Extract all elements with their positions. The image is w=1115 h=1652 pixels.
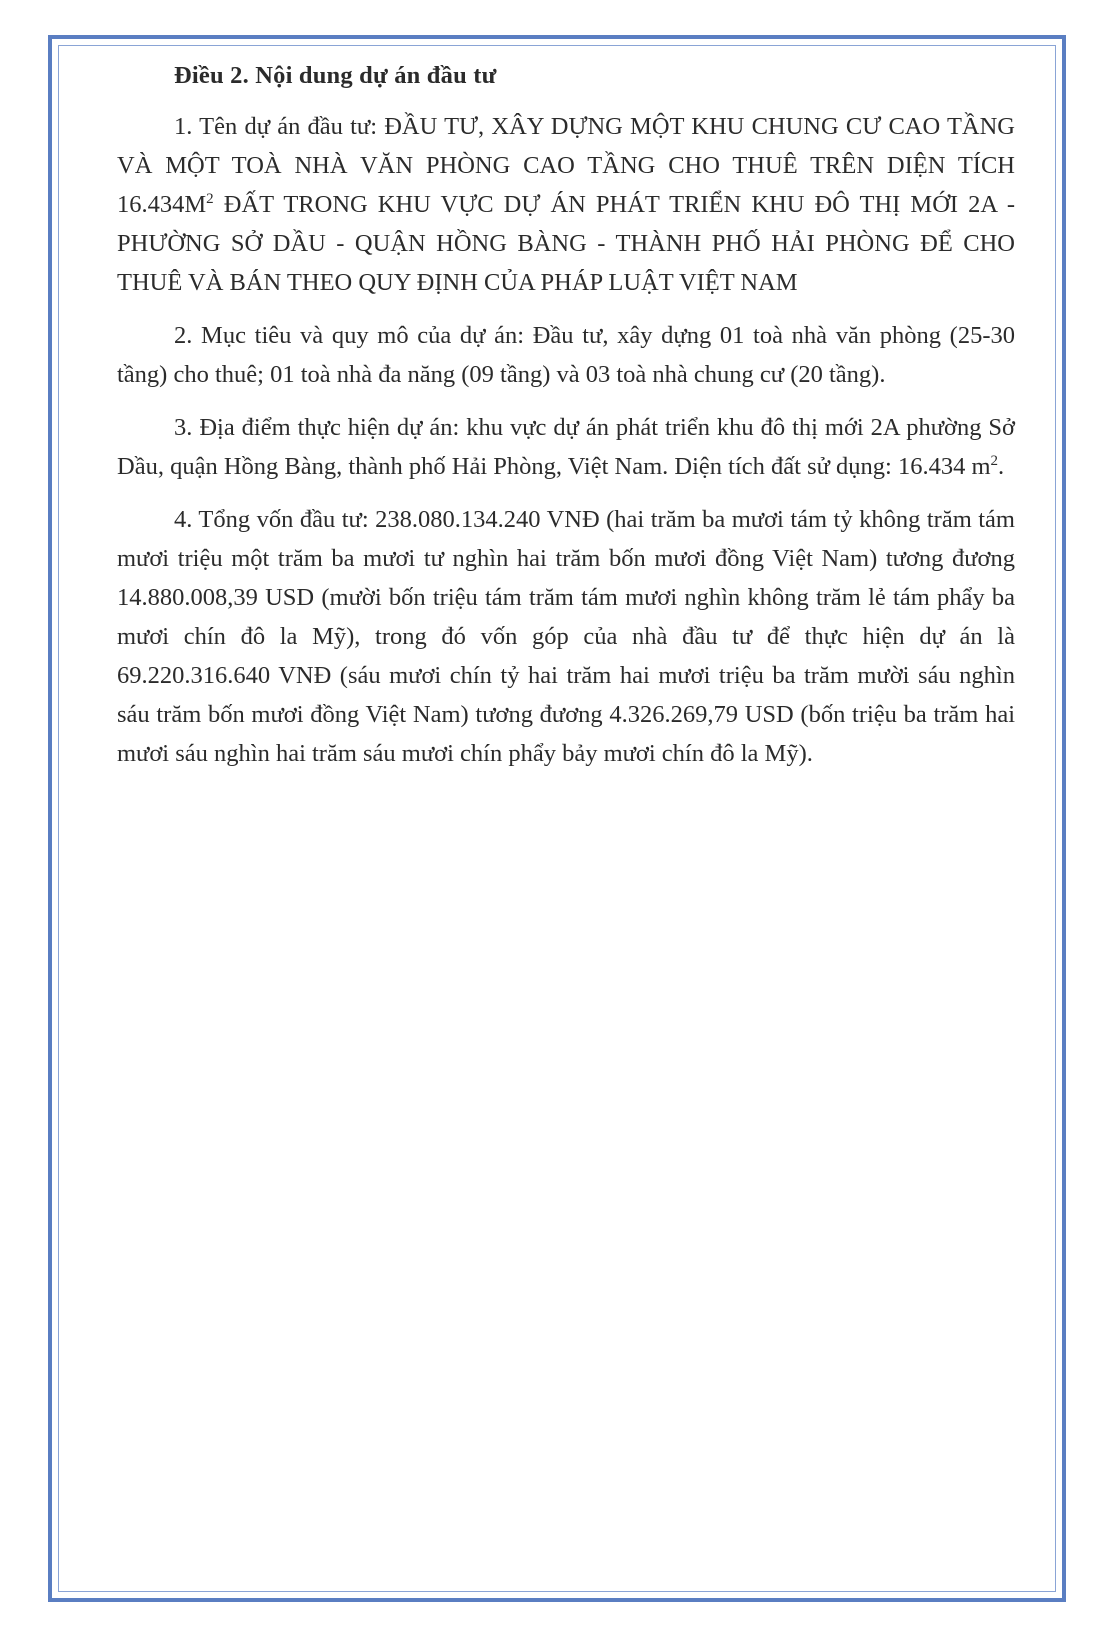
item-3-superscript: 2 [990, 452, 999, 469]
document-body [117, 56, 1015, 787]
item-3-location [117, 408, 1015, 486]
item-3-text: 3. Địa điểm thực hiện dự án: khu vực dự án phát triển khu đô thị mới 2A phường Sở Dầu, quận Hồng Bàng, thành phố Hải Phòng, Việt Nam. Diện tích đất sử dụng: 16.434 m [117, 414, 1015, 480]
item-1-project-name [117, 107, 1015, 302]
item-1-text-continued: ĐẤT TRONG KHU VỰC DỰ ÁN PHÁT TRIỂN KHU ĐÔ THỊ MỚI 2A - PHƯỜNG SỞ DẦU - QUẬN HỒNG BÀNG - THÀNH PHỐ HẢI PHÒNG ĐỂ CHO THUÊ VÀ BÁN THEO QUY ĐỊNH CỦA PHÁP LUẬT VIỆT NAM [117, 191, 1015, 296]
item-3-text-continued: . [998, 453, 1005, 480]
item-1-text: 1. Tên dự án đầu tư: ĐẦU TƯ, XÂY DỰNG MỘT KHU CHUNG CƯ CAO TẦNG VÀ MỘT TOÀ NHÀ VĂN PHÒNG CAO TẦNG CHO THUÊ TRÊN DIỆN TÍCH 16.434M [117, 113, 1015, 218]
article-heading: Điều 2. Nội dung dự án đầu tư [174, 62, 497, 89]
item-4-investment-capital: 4. Tổng vốn đầu tư: 238.080.134.240 VNĐ (hai trăm ba mươi tám tỷ không trăm tám mươi triệu một trăm ba mươi tư nghìn hai trăm bốn mươi đồng Việt Nam) tương đương 14.880.008,39 USD (mười bốn triệu tám trăm tám mươi nghìn không trăm lẻ tám phẩy ba mươi chín đô la Mỹ), trong đó vốn góp của nhà đầu tư để thực hiện dự án là 69.220.316.640 VNĐ (sáu mươi chín tỷ hai trăm hai mươi triệu ba trăm mười sáu nghìn sáu trăm bốn mươi đồng Việt Nam) tương đương 4.326.269,79 USD (bốn triệu ba trăm hai mươi sáu nghìn hai trăm sáu mươi chín phẩy bảy mươi chín đô la Mỹ). [117, 506, 1015, 767]
item-1-superscript: 2 [206, 190, 214, 207]
item-2-objectives: 2. Mục tiêu và quy mô của dự án: Đầu tư, xây dựng 01 toà nhà văn phòng (25-30 tầng) cho thuê; 01 toà nhà đa năng (09 tầng) và 03 toà nhà chung cư (20 tầng). [117, 322, 1015, 388]
